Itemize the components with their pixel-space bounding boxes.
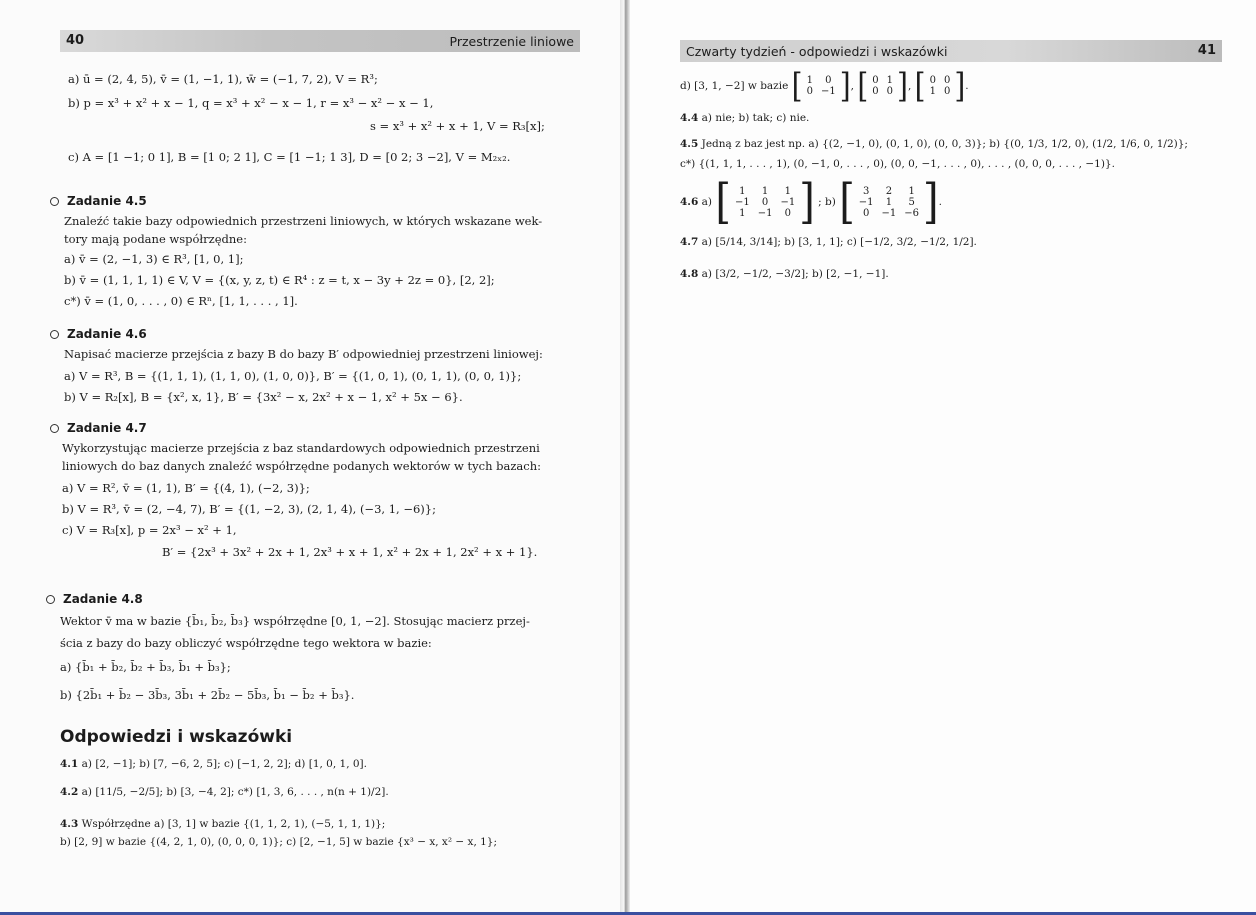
matrix-cell: 1 xyxy=(908,185,915,197)
answer-number: 4.3 xyxy=(60,818,79,830)
z46-line: b) V = R₂[x], B = {x², x, 1}, B′ = {3x² − x, 2x² + x − 1, x² + 5x − 6}. xyxy=(64,390,463,404)
matrix-cell: −6 xyxy=(904,207,920,219)
answer-text: a) [2, −1]; b) [7, −6, 2, 5]; c) [−1, 2, 2]; d) [1, 0, 1, 0]. xyxy=(81,758,367,770)
answer-text: d) [3, 1, −2] w bazie xyxy=(680,80,789,92)
z47-line: a) V = R², v̄ = (1, 1), B′ = {(4, 1), (−2, 3)}; xyxy=(62,481,310,495)
bullet-icon xyxy=(50,197,59,206)
z46-line: Napisać macierze przejścia z bazy B do bazy B′ odpowiedniej przestrzeni liniowej: xyxy=(64,347,543,361)
matrix: [ 1 0 0 −1 ] xyxy=(791,65,851,106)
bullet-icon xyxy=(46,595,55,604)
intro-line-c: c) A = [1 −1; 0 1], B = [1 0; 2 1], C = [1 −1; 1 3], D = [0 2; 3 −2], V = M₂ₓ₂. xyxy=(68,150,511,164)
answer-text: a) [5/14, 3/14]; b) [3, 1, 1]; c) [−1/2, 3/2, −1/2, 1/2]. xyxy=(701,236,977,248)
right-page xyxy=(630,0,1256,915)
matrix-cell: 0 xyxy=(943,86,951,97)
left-running-header xyxy=(60,30,580,52)
intro-line-b-cont: s = x³ + x² + x + 1, V = R₃[x]; xyxy=(370,119,545,133)
z47-line: c) V = R₃[x], p = 2x³ − x² + 1, xyxy=(62,523,237,537)
answer-text: ; b) xyxy=(818,196,836,208)
answer-number: 4.6 xyxy=(680,196,699,208)
answer-4-1 xyxy=(60,758,367,770)
running-head-right: Czwarty tydzień - odpowiedzi i wskazówki xyxy=(686,44,948,59)
answers-section-title: Odpowiedzi i wskazówki xyxy=(60,727,293,747)
z45-line: Znaleźć takie bazy odpowiednich przestrzeni liniowych, w których wskazane wek- xyxy=(64,214,543,228)
matrix-cell: −1 xyxy=(820,86,836,97)
answer-text: Jedną z baz jest np. a) {(2, −1, 0), (0, 1, 0), (0, 0, 3)}; b) {(0, 1/3, 1/2, 0), (1/2, 1/6, 0, 1/2)}; xyxy=(701,138,1188,150)
matrix-cell: 0 xyxy=(886,86,894,97)
matrix-cell: −1 xyxy=(858,196,874,208)
matrix-cell: 2 xyxy=(885,185,893,197)
answer-number: 4.4 xyxy=(680,112,699,124)
z45-line: b) v̄ = (1, 1, 1, 1) ∈ V, V = {(x, y, z, t) ∈ R⁴ : z = t, x − 3y + 2z = 0}, [2, 2]; xyxy=(64,273,495,287)
z47-line: liniowych do baz danych znaleźć współrzędne podanych wektorów w tych bazach: xyxy=(62,459,541,473)
z45-line: a) v̄ = (2, −1, 3) ∈ R³, [1, 0, 1]; xyxy=(64,252,244,266)
matrix-cell: 1 xyxy=(761,185,769,197)
matrix-cell: −1 xyxy=(780,196,796,208)
zadanie-4-5-heading xyxy=(50,194,147,208)
matrix-cell: 0 xyxy=(761,196,769,208)
zadanie-4-5-title: Zadanie 4.5 xyxy=(67,194,147,208)
answer-4-3-cont: b) [2, 9] w bazie {(4, 2, 1, 0), (0, 0, 0, 1)}; c) [2, −1, 5] w bazie {x³ − x, x² − x, 1}; xyxy=(60,836,498,848)
page-number-right: 41 xyxy=(1197,43,1216,58)
answer-number: 4.8 xyxy=(680,268,699,280)
answer-4-3 xyxy=(60,818,385,830)
answer-4-8 xyxy=(680,268,889,280)
matrix-cell: 5 xyxy=(908,196,915,208)
answer-text: a) xyxy=(701,196,712,208)
answer-4-6: 4.6 a) [ 1 1 1 −1 0 −1 1 −1 0 ] ; b) [ 3 2 1 −1 1 5 0 −1 −6 ] . xyxy=(680,174,942,230)
answer-number: 4.7 xyxy=(680,236,699,248)
answer-text: a) [11/5, −2/5]; b) [3, −4, 2]; c*) [1, 3, 6, . . . , n(n + 1)/2]. xyxy=(81,786,389,798)
intro-line-a: a) ū = (2, 4, 5), v̄ = (1, −1, 1), w̄ = (−1, 7, 2), V = R³; xyxy=(68,72,378,86)
matrix-cell: 0 xyxy=(872,86,879,97)
z48-line: Wektor v̄ ma w bazie {b̄₁, b̄₂, b̄₃} współrzędne [0, 1, −2]. Stosując macierz przej- xyxy=(60,614,530,628)
right-running-header xyxy=(680,40,1222,62)
left-page xyxy=(0,0,620,915)
zadanie-4-8-heading xyxy=(46,592,143,606)
matrix-cell: 1 xyxy=(806,75,813,86)
page-number-left: 40 xyxy=(66,33,85,48)
matrix-cell: −1 xyxy=(757,207,773,219)
answer-4-3-d: d) [3, 1, −2] w bazie [ 1 0 0 −1 ] , [ 0 1 0 0 ] , [ 0 0 1 0 ] . xyxy=(680,65,969,106)
matrix: [ 1 1 1 −1 0 −1 1 −1 0 ] xyxy=(715,174,815,230)
answer-text: a) [3/2, −1/2, −3/2]; b) [2, −1, −1]. xyxy=(701,268,889,280)
matrix-cell: 0 xyxy=(943,75,951,86)
z46-line: a) V = R³, B = {(1, 1, 1), (1, 1, 0), (1, 0, 0)}, B′ = {(1, 0, 1), (0, 1, 1), (0, 0, 1)}; xyxy=(64,369,522,383)
zadanie-4-8-title: Zadanie 4.8 xyxy=(63,592,143,606)
z47-line: B′ = {2x³ + 3x² + 2x + 1, 2x³ + x + 1, x² + 2x + 1, 2x² + x + 1}. xyxy=(162,545,538,559)
bullet-icon xyxy=(50,424,59,433)
answer-4-5-cont: c*) {(1, 1, 1, . . . , 1), (0, −1, 0, . . . , 0), (0, 0, −1, . . . , 0), . . . , (0, 0, 0, . . . , −1)}. xyxy=(680,158,1115,170)
matrix-cell: 1 xyxy=(739,207,746,219)
matrix-cell: 0 xyxy=(872,75,879,86)
matrix-cell: −1 xyxy=(734,196,750,208)
matrix-cell: 1 xyxy=(929,86,936,97)
zadanie-4-6-heading xyxy=(50,327,147,341)
answer-text: Współrzędne a) [3, 1] w bazie {(1, 1, 2, 1), (−5, 1, 1, 1)}; xyxy=(81,818,386,830)
z45-line: tory mają podane współrzędne: xyxy=(64,232,247,246)
answer-text: a) nie; b) tak; c) nie. xyxy=(701,112,810,124)
answer-4-7 xyxy=(680,236,977,248)
matrix-cell: 1 xyxy=(739,185,746,197)
matrix-cell: −1 xyxy=(881,207,897,219)
answer-4-4 xyxy=(680,112,809,124)
answer-number: 4.5 xyxy=(680,138,699,150)
matrix-cell: 0 xyxy=(929,75,936,86)
answer-4-5 xyxy=(680,138,1188,150)
matrix-cell: 0 xyxy=(806,86,813,97)
z45-line: c*) v̄ = (1, 0, . . . , 0) ∈ Rⁿ, [1, 1, . . . , 1]. xyxy=(64,294,298,308)
matrix: [ 0 0 1 0 ] xyxy=(914,65,966,106)
zadanie-4-7-heading xyxy=(50,421,147,435)
bullet-icon xyxy=(50,330,59,339)
matrix-cell: 1 xyxy=(784,185,791,197)
book-spine xyxy=(620,0,630,915)
matrix-cell: 1 xyxy=(885,196,893,208)
matrix: [ 3 2 1 −1 1 5 0 −1 −6 ] xyxy=(839,174,939,230)
answer-number: 4.1 xyxy=(60,758,79,770)
running-head-left: Przestrzenie liniowe xyxy=(449,34,574,49)
z48-line: a) {b̄₁ + b̄₂, b̄₂ + b̄₃, b̄₁ + b̄₃}; xyxy=(60,660,231,674)
matrix-cell: 0 xyxy=(784,207,791,219)
matrix-cell: 1 xyxy=(886,75,894,86)
matrix-cell: 0 xyxy=(862,207,870,219)
z48-line: b) {2b̄₁ + b̄₂ − 3b̄₃, 3b̄₁ + 2b̄₂ − 5b̄₃, b̄₁ − b̄₂ + b̄₃}. xyxy=(60,688,355,702)
zadanie-4-7-title: Zadanie 4.7 xyxy=(67,421,147,435)
intro-line-b: b) p = x³ + x² + x − 1, q = x³ + x² − x − 1, r = x³ − x² − x − 1, xyxy=(68,96,434,110)
matrix-cell: 3 xyxy=(862,185,870,197)
answer-4-2 xyxy=(60,786,389,798)
matrix: [ 0 1 0 0 ] xyxy=(857,65,908,106)
z47-line: b) V = R³, v̄ = (2, −4, 7), B′ = {(1, −2, 3), (2, 1, 4), (−3, 1, −6)}; xyxy=(62,502,436,516)
answer-number: 4.2 xyxy=(60,786,79,798)
z48-line: ścia z bazy do bazy obliczyć współrzędne tego wektora w bazie: xyxy=(60,636,432,650)
matrix-cell: 0 xyxy=(825,75,832,86)
z47-line: Wykorzystując macierze przejścia z baz standardowych odpowiednich przestrzeni xyxy=(62,441,540,455)
zadanie-4-6-title: Zadanie 4.6 xyxy=(67,327,147,341)
